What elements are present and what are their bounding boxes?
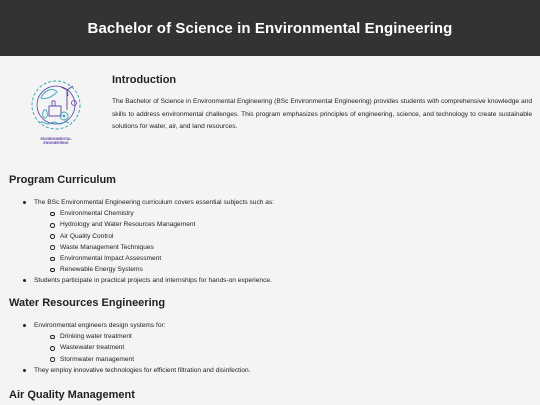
list-item: Drinking water treatment (34, 331, 521, 342)
intro-heading: Introduction (112, 74, 177, 86)
list-item: Wastewater treatment (34, 342, 521, 353)
list-item: Environmental Chemistry (34, 208, 521, 219)
logo-caption-line: ENVIRONMENTAL (40, 137, 72, 141)
logo-caption (27, 137, 85, 146)
curriculum-heading: Program Curriculum (9, 174, 116, 186)
curriculum-list (21, 197, 521, 287)
air-heading: Air Quality Management (9, 389, 135, 401)
subjects-list (34, 208, 521, 275)
systems-list (34, 331, 521, 365)
environmental-engineering-logo-icon (27, 76, 85, 136)
list-item: Stormwater management (34, 354, 521, 365)
list-item: Air Quality Control (34, 231, 521, 242)
page-title: Bachelor of Science in Environmental Engineering (87, 19, 453, 37)
program-logo (27, 76, 85, 152)
intro-paragraph: The Bachelor of Science in Environmental Engineering (BSc Environmental Engineering) provides students with comprehensive knowledge and skills to address environmental challenges. This program emphasizes principles of engineering, science, and technology to create sustainable solutions for water, air, and land resources. (112, 98, 532, 131)
list-item-text: The BSc Environmental Engineering curriculum covers essential subjects such as: (34, 199, 275, 206)
list-item: They employ innovative technologies for efficient filtration and disinfection. (21, 365, 521, 376)
list-item (21, 320, 521, 365)
list-item: Hydrology and Water Resources Management (34, 219, 521, 230)
water-heading: Water Resources Engineering (9, 297, 166, 309)
list-item (21, 197, 521, 275)
list-item: Waste Management Techniques (34, 242, 521, 253)
logo-caption-line: ENGINEERING (43, 141, 69, 146)
list-item: Students participate in practical projects and internships for hands-on experience. (21, 275, 521, 286)
list-item-text: Environmental engineers design systems for: (34, 322, 166, 329)
page-header (0, 0, 540, 56)
list-item: Renewable Energy Systems (34, 264, 521, 275)
list-item: Environmental Impact Assessment (34, 253, 521, 264)
intro-section (0, 56, 540, 166)
water-list (21, 320, 521, 376)
